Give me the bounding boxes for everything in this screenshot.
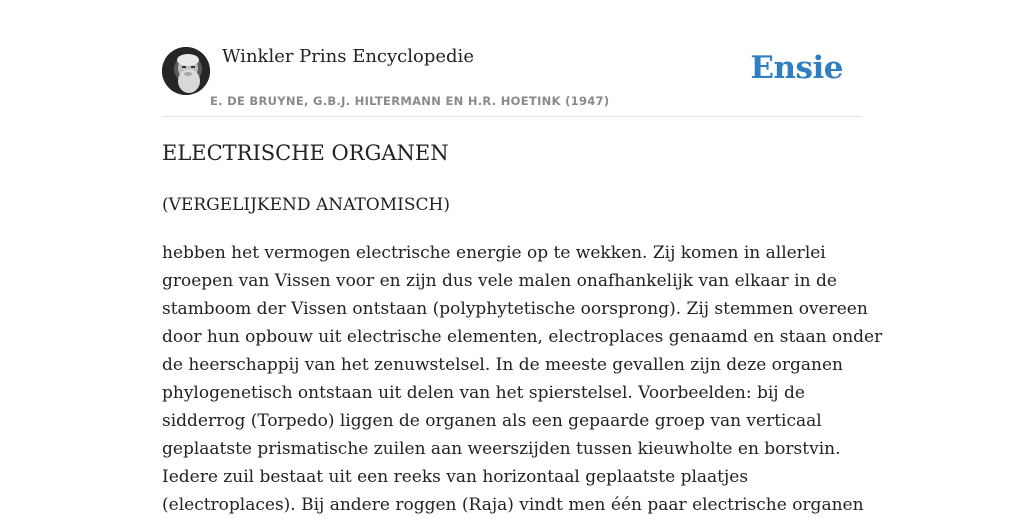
body-line: geplaatste prismatische zuilen aan weerszijden tussen kieuwholte en borstvin. (162, 439, 841, 459)
body-line: de heerschappij van het zenuwstelsel. In de meeste gevallen zijn deze organen (162, 355, 843, 375)
page (162, 0, 883, 515)
body-line: hebben het vermogen electrische energie op te wekken. Zij komen in allerlei (162, 243, 826, 263)
author-avatar (162, 47, 210, 95)
body-line: stamboom der Vissen ontstaan (polyphytetische oorsprong). Zij stemmen overeen (162, 299, 868, 319)
body-line: sidderrog (Torpedo) liggen de organen als een gepaarde groep van verticaal (162, 411, 822, 431)
publication-authors: E. DE BRUYNE, G.B.J. HILTERMANN EN H.R. HOETINK (1947) (210, 94, 610, 108)
article-subtitle: (VERGELIJKEND ANATOMISCH) (162, 195, 450, 215)
article-title: ELECTRISCHE ORGANEN (162, 141, 449, 165)
site-header (162, 0, 862, 117)
article-body (162, 239, 883, 519)
body-line: door hun opbouw uit electrische elementen, electroplaces genaamd en staan onder (162, 327, 883, 347)
body-line: Iedere zuil bestaat uit een reeks van horizontaal geplaatste plaatjes (162, 467, 749, 487)
body-line: groepen van Vissen voor en zijn dus vele malen onafhankelijk van elkaar in de (162, 271, 837, 291)
publication-title[interactable]: Winkler Prins Encyclopedie (222, 46, 474, 67)
body-line: phylogenetisch ontstaan uit delen van het spierstelsel. Voorbeelden: bij de (162, 383, 805, 403)
brand-logo[interactable]: Ensie (750, 50, 843, 86)
body-line: (electroplaces). Bij andere roggen (Raja) vindt men één paar electrische organen (162, 495, 864, 515)
portrait-image (162, 47, 210, 95)
